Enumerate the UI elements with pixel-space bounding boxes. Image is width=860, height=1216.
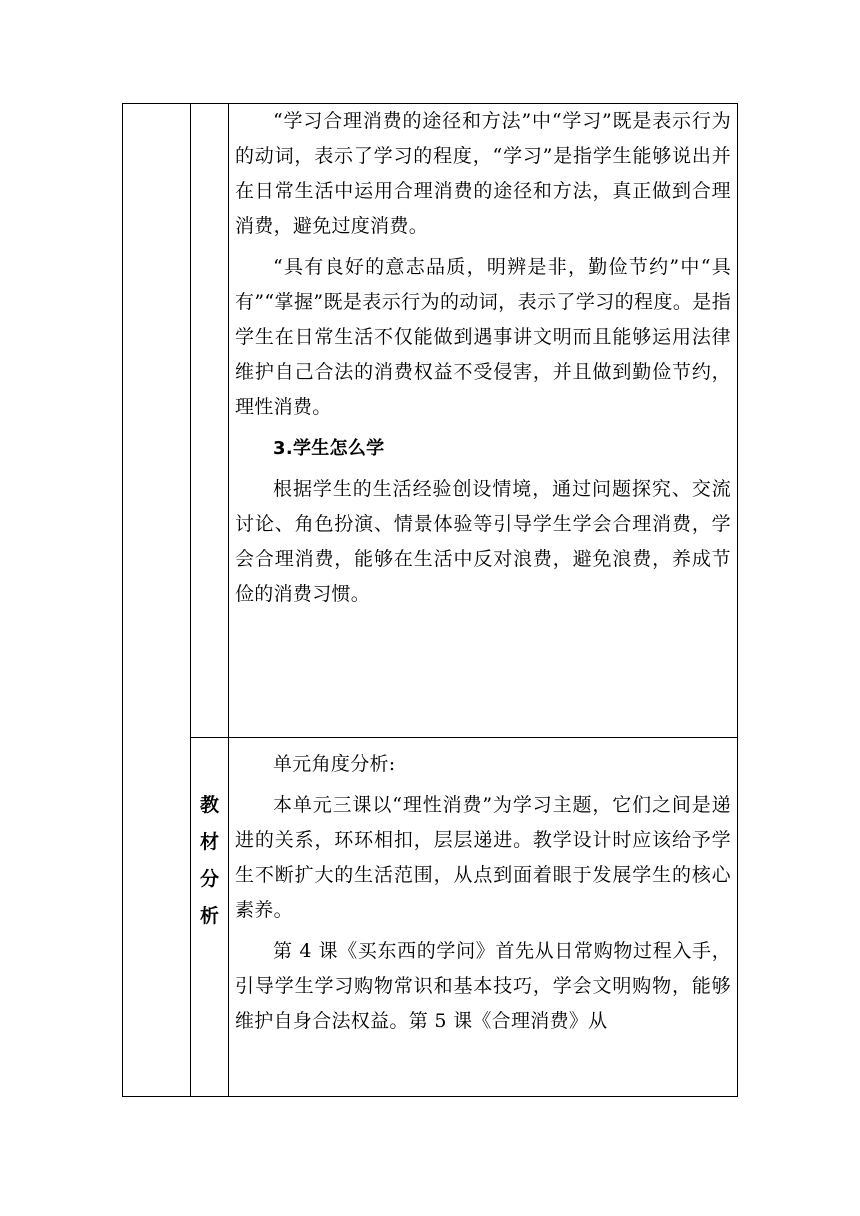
label-char: 材 — [199, 831, 219, 853]
paragraph: “具有良好的意志品质，明辨是非，勤俭节约”中“具有”“掌握”既是表示行为的动词，表示了学习的程度。是指学生在日常生活不仅能做到遇事讲文明而且能够运用法律维护自己合法的消费权益不受侵害，并且做到勤俭节约，理性消费。 — [235, 256, 731, 418]
textbook-analysis-label — [191, 787, 228, 935]
document-table — [122, 103, 738, 1097]
paragraph: 本单元三课以“理性消费”为学习主题，它们之间是递进的关系，环环相扣，层层递进。教学设计时应该给予学生不断扩大的生活范围，从点到面着眼于发展学生的核心素养。 — [235, 794, 731, 921]
column-divider-right — [228, 104, 229, 1096]
paragraph: 根据学生的生活经验创设情境，通过问题探究、交流讨论、角色扮演、情景体验等引导学生学会合理消费，学会合理消费，能够在生活中反对浪费，避免浪费，养成节俭的消费习惯。 — [235, 478, 731, 605]
section-heading: 3.学生怎么学 — [273, 438, 385, 459]
lower-content-cell — [235, 747, 731, 1093]
label-char: 分 — [199, 868, 219, 890]
label-char: 析 — [199, 905, 219, 927]
paragraph: 单元角度分析: — [273, 753, 396, 775]
upper-content-cell — [235, 104, 731, 734]
row-divider — [190, 737, 737, 738]
label-char: 教 — [199, 794, 219, 816]
paragraph: 第 4 课《买东西的学问》首先从日常购物过程入手，引导学生学习购物常识和基本技巧，学会文明购物，能够维护自身合法权益。第 5 课《合理消费》从 — [235, 940, 731, 1032]
paragraph: “学习合理消费的途径和方法”中“学习”既是表示行为的动词，表示了学习的程度，“学习”是指学生能够说出并在日常生活中运用合理消费的途径和方法，真正做到合理消费，避免过度消费。 — [235, 110, 731, 237]
column-divider-left — [190, 104, 191, 1096]
